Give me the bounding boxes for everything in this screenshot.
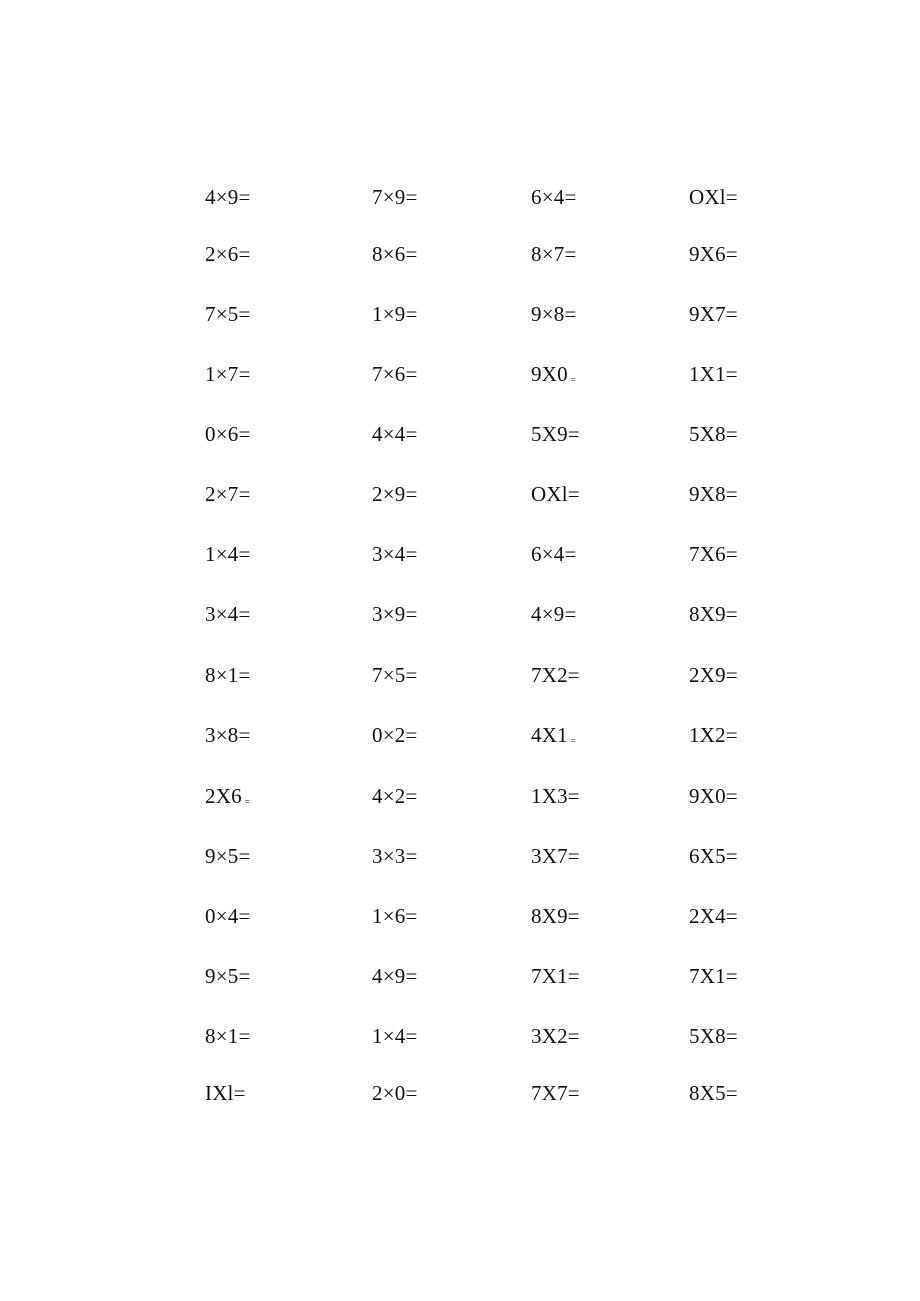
problem-item: OXl=: [689, 185, 738, 209]
problem-item: 1×4=: [372, 1024, 418, 1048]
problem-item: 4×2=: [372, 784, 418, 808]
problem-item: 8×7=: [531, 242, 577, 266]
problem-item: 5X8=: [689, 422, 738, 446]
problem-row: [0, 599, 920, 629]
problem-item: 6X5=: [689, 844, 738, 868]
problem-item: 8×1=: [205, 1024, 251, 1048]
problem-item: 4×9=: [372, 964, 418, 988]
problem-row: [0, 720, 920, 750]
problem-item: 7X1=: [531, 964, 580, 988]
problem-item: 3×8=: [205, 723, 251, 747]
problem-item: 3×4=: [205, 602, 251, 626]
problem-item: 1X1=: [689, 362, 738, 386]
problem-item: [531, 720, 576, 756]
problem-item: 0×2=: [372, 723, 418, 747]
problem-row: [0, 1021, 920, 1051]
problem-item: 6×4=: [531, 185, 577, 209]
small-equals-sign: =: [570, 736, 577, 746]
problem-text: 9X0: [531, 362, 568, 386]
problem-item: 7X2=: [531, 663, 580, 687]
problem-item: 3X7=: [531, 844, 580, 868]
problem-item: 9X7=: [689, 302, 738, 326]
problem-item: 8×6=: [372, 242, 418, 266]
problem-item: IXl=: [205, 1081, 246, 1105]
problem-item: 2×0=: [372, 1081, 418, 1105]
problem-item: 3×9=: [372, 602, 418, 626]
problem-item: 7X7=: [531, 1081, 580, 1105]
problem-item: 9X0=: [689, 784, 738, 808]
problem-item: 2×7=: [205, 482, 251, 506]
problem-row: [0, 182, 920, 212]
problem-item: 2X4=: [689, 904, 738, 928]
problem-row: [0, 239, 920, 269]
problem-row: [0, 539, 920, 569]
problem-item: 3×3=: [372, 844, 418, 868]
problem-item: 7×6=: [372, 362, 418, 386]
problem-item: 7X6=: [689, 542, 738, 566]
problem-item: 6×4=: [531, 542, 577, 566]
problem-text: 4X1: [531, 723, 568, 747]
problem-item: 8X5=: [689, 1081, 738, 1105]
problem-text: 2X6: [205, 784, 242, 808]
problem-row: [0, 660, 920, 690]
problem-item: 8X9=: [531, 904, 580, 928]
problem-row: [0, 1078, 920, 1108]
problem-item: 7×5=: [205, 302, 251, 326]
problem-item: 7×9=: [372, 185, 418, 209]
problem-item: 9×8=: [531, 302, 577, 326]
problem-item: 9X8=: [689, 482, 738, 506]
problem-item: [531, 359, 576, 395]
problem-item: 1×4=: [205, 542, 251, 566]
small-equals-sign: =: [244, 797, 251, 807]
problem-item: [205, 781, 250, 817]
problem-item: 1×6=: [372, 904, 418, 928]
problem-item: 8×1=: [205, 663, 251, 687]
problem-item: 4×9=: [531, 602, 577, 626]
problem-row: [0, 961, 920, 991]
problem-item: 4×4=: [372, 422, 418, 446]
problem-row: [0, 781, 920, 811]
problem-item: 3X2=: [531, 1024, 580, 1048]
problem-item: 3×4=: [372, 542, 418, 566]
problem-item: 9×5=: [205, 844, 251, 868]
problem-item: 7X1=: [689, 964, 738, 988]
problem-item: 9×5=: [205, 964, 251, 988]
problem-item: 8X9=: [689, 602, 738, 626]
problem-item: 1×7=: [205, 362, 251, 386]
problem-item: 9X6=: [689, 242, 738, 266]
problem-row: [0, 419, 920, 449]
problem-row: [0, 901, 920, 931]
problem-item: 2×6=: [205, 242, 251, 266]
problem-item: 5X9=: [531, 422, 580, 446]
problem-item: 0×4=: [205, 904, 251, 928]
problem-item: 2×9=: [372, 482, 418, 506]
problem-row: [0, 359, 920, 389]
problem-item: 1X2=: [689, 723, 738, 747]
problem-item: 4×9=: [205, 185, 251, 209]
problem-row: [0, 479, 920, 509]
small-equals-sign: =: [570, 375, 577, 385]
problem-item: 0×6=: [205, 422, 251, 446]
problem-item: 2X9=: [689, 663, 738, 687]
problem-row: [0, 841, 920, 871]
problem-item: 7×5=: [372, 663, 418, 687]
problem-item: 1×9=: [372, 302, 418, 326]
problem-row: [0, 299, 920, 329]
problem-item: 5X8=: [689, 1024, 738, 1048]
problem-item: OXl=: [531, 482, 580, 506]
problem-item: 1X3=: [531, 784, 580, 808]
